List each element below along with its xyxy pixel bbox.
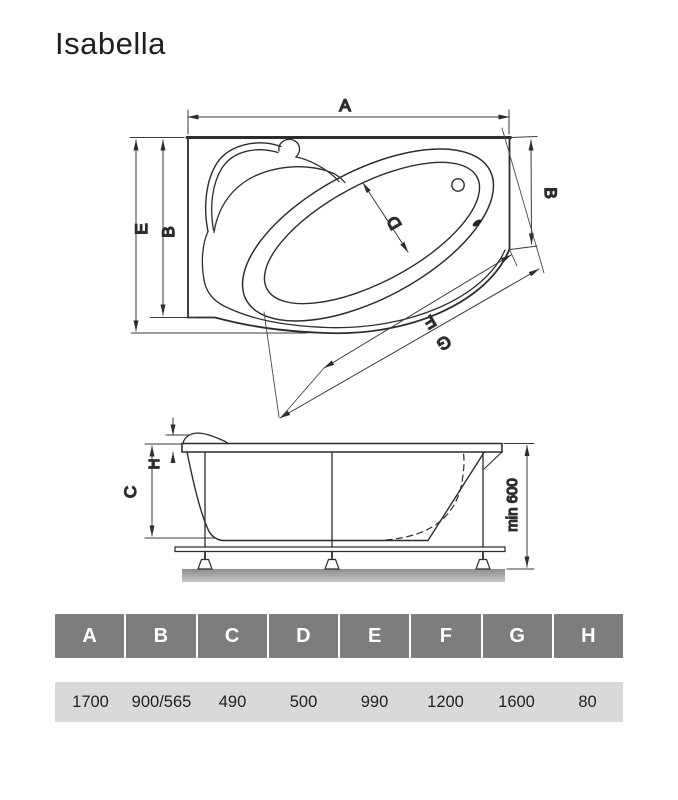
dim-label-g: G [433,331,455,355]
side-view-drawing [121,418,534,582]
headrest-swirl-inner [212,150,278,230]
product-title: Isabella [55,26,166,61]
dim-label-b-left: B [159,226,178,238]
table-header-f: F [411,614,480,658]
drain-hole [452,179,464,191]
table-header-a: A [55,614,124,658]
adjustable-feet [198,552,490,570]
table-value-c: 490 [218,692,247,711]
tub-rim-side [182,444,502,453]
dim-label-e: E [132,223,151,235]
support-frame-bar [175,547,505,552]
dim-label-d: D [382,212,406,233]
dim-label-a: A [339,96,351,115]
seat-contour [214,167,345,233]
dimension-table-values-row [55,682,623,722]
dimension-table-header-row [55,614,623,658]
dim-label-b-right: B [541,187,560,199]
table-value-g: 1600 [498,692,535,711]
dim-label-h: H [146,458,163,470]
tub-apron-inner-line [202,232,505,328]
table-value-b: 900/565 [131,692,192,711]
table-value-d: 500 [289,692,318,711]
table-header-g: G [483,614,552,658]
dimension-table [55,614,623,722]
dim-label-min600: min 600 [504,478,521,532]
dim-label-c: C [121,485,140,499]
table-value-f: 1200 [427,692,464,711]
tub-shell-outline [188,138,510,334]
table-header-e: E [340,614,409,658]
table-value-h: 80 [578,692,597,711]
floor-ground [182,569,505,582]
dim-label-f: F [420,310,440,333]
table-header-d: D [269,614,338,658]
dim-line-g [280,269,539,418]
table-value-a: 1700 [72,692,109,711]
table-header-h: H [554,614,623,658]
headrest-crest [279,139,339,181]
tub-right-brace [484,453,502,470]
support-frame-posts [205,453,483,548]
tub-right-slope [428,453,484,541]
table-header-c: C [198,614,267,658]
table-value-e: 990 [360,692,389,711]
table-header-b: B [126,614,195,658]
hidden-bowl-curve [386,453,464,540]
top-view-drawing [130,96,560,418]
